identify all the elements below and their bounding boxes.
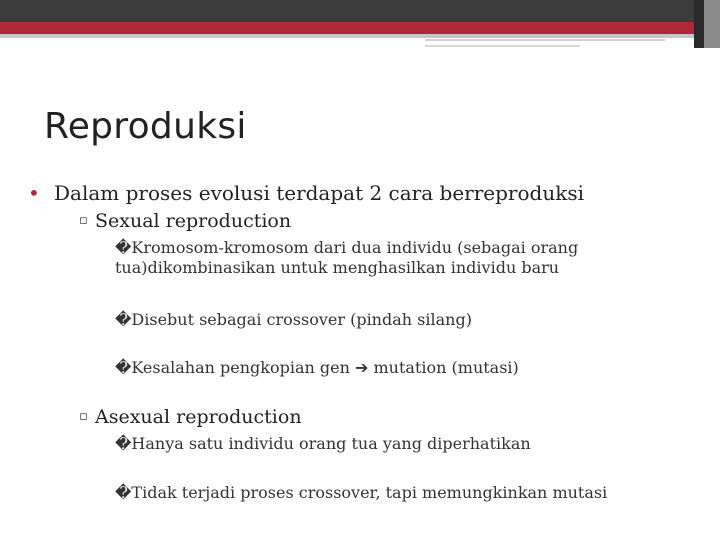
main-bullet-text: Dalam proses evolusi terdapat 2 cara berreproduksi [54, 181, 584, 205]
list-item [115, 238, 635, 278]
list-item [115, 358, 635, 378]
section-heading-text: Asexual reproduction [95, 406, 302, 428]
section-heading-text: Sexual reproduction [95, 210, 292, 232]
list-item-text: Kesalahan pengkopian gen ➔ mutation (mutasi) [131, 358, 519, 377]
list-item [115, 434, 635, 454]
section-heading-asexual [79, 406, 302, 428]
header-accent-band [0, 22, 720, 34]
item-marker: � [115, 238, 132, 257]
list-item-text: Disebut sebagai crossover (pindah silang) [131, 310, 472, 329]
bullet-marker: • [28, 181, 40, 205]
corner-accent-dark [694, 0, 704, 48]
list-item [115, 310, 635, 330]
list-item-text: Kromosom-kromosom dari dua individu (sebagai orang tua)dikombinasikan untuk menghasilkan individu baru [115, 238, 579, 277]
sub-bullet-marker: ▫ [79, 213, 88, 228]
corner-accent-gray [704, 0, 720, 48]
main-bullet [28, 181, 584, 205]
list-item-text: Hanya satu individu orang tua yang diperhatikan [131, 434, 531, 453]
list-item-text: Tidak terjadi proses crossover, tapi memungkinkan mutasi [131, 483, 608, 502]
item-marker: � [115, 310, 132, 329]
decorative-line [425, 39, 665, 41]
item-marker: � [115, 358, 132, 377]
section-heading-sexual [79, 210, 292, 232]
header-band [0, 0, 720, 22]
item-marker: � [115, 434, 132, 453]
decorative-line [425, 45, 580, 47]
slide-title: Reproduksi [44, 106, 247, 147]
sub-bullet-marker: ▫ [79, 409, 88, 424]
header-strip [0, 34, 720, 38]
list-item [115, 483, 635, 503]
item-marker: � [115, 483, 132, 502]
